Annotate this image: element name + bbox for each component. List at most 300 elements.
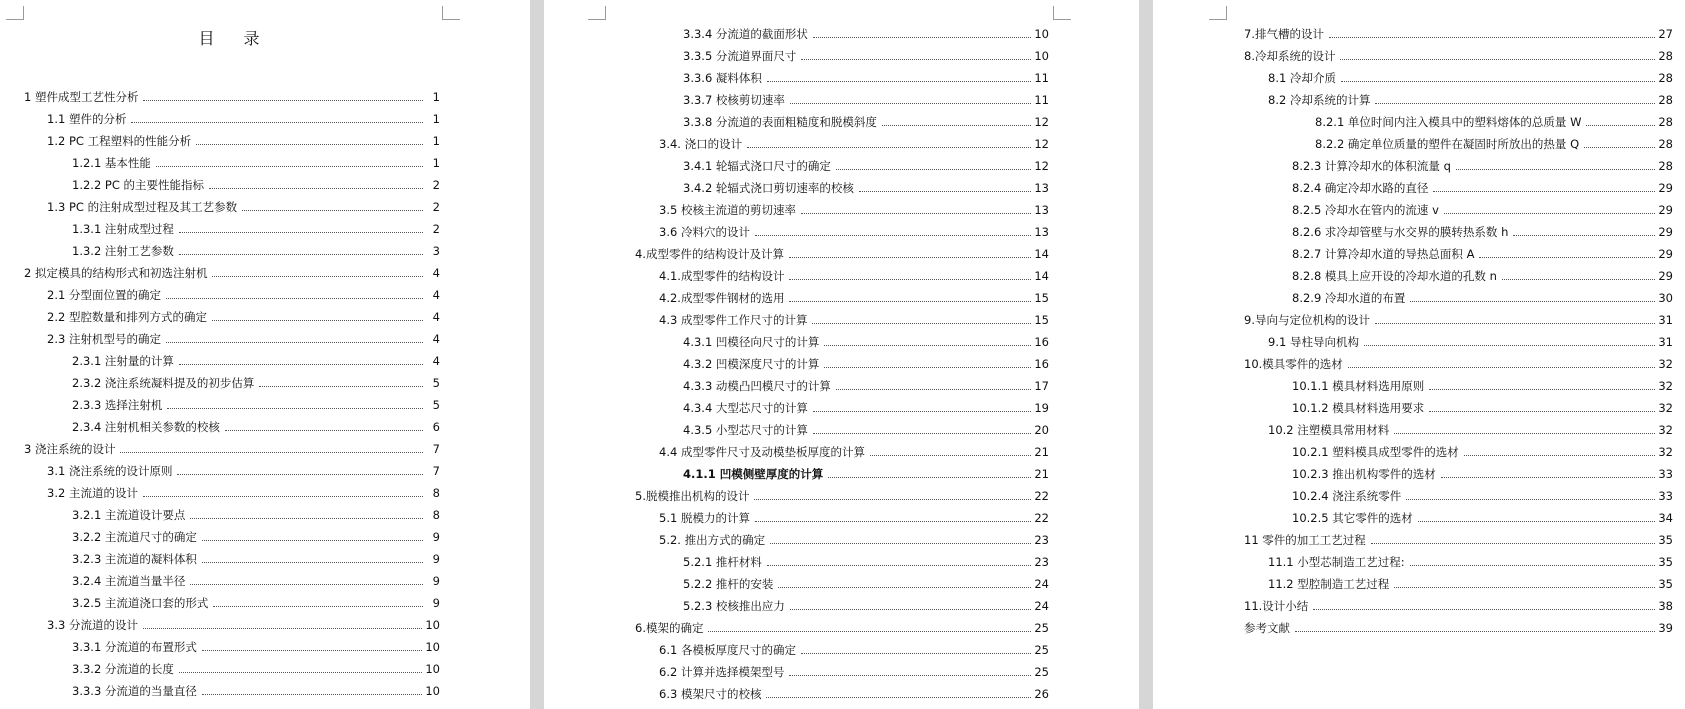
toc-dot-leader: [1394, 587, 1655, 588]
toc-dot-leader: [789, 257, 1031, 258]
toc-entry[interactable]: [1268, 89, 1673, 111]
toc-entry-page-number: 9: [432, 530, 440, 544]
toc-entry-title: 10.1.2 模具材料选用要求: [1292, 401, 1425, 415]
toc-entry-page-number: 33: [1658, 467, 1673, 481]
toc-entry-page-number: 4: [432, 288, 440, 302]
toc-entry[interactable]: [72, 152, 440, 174]
toc-entry-title: 8.2.1 单位时间内注入模具中的塑料熔体的总质量 W: [1315, 115, 1582, 129]
document-page-3: [1153, 0, 1685, 709]
toc-entry-title: 8.2.4 确定冷却水路的直径: [1292, 181, 1429, 195]
toc-entry[interactable]: [1244, 353, 1673, 375]
toc-entry-page-number: 28: [1658, 137, 1673, 151]
toc-dot-leader: [212, 320, 423, 321]
toc-entry-title: 8.2.6 求冷却管壁与水交界的膜转热系数 h: [1292, 225, 1509, 239]
toc-entry-page-number: 31: [1658, 313, 1673, 327]
toc-entry-title: 3.2.4 主流道当量半径: [72, 574, 186, 588]
toc-entry-page-number: 32: [1658, 423, 1673, 437]
toc-dot-leader: [708, 631, 1031, 632]
toc-entry-page-number: 7: [432, 464, 440, 478]
toc-entry-title: 2.3.2 浇注系统凝料提及的初步估算: [72, 376, 255, 390]
toc-dot-leader: [824, 345, 1031, 346]
toc-entry[interactable]: [24, 438, 440, 460]
toc-dot-leader: [755, 521, 1031, 522]
toc-entry[interactable]: [72, 372, 440, 394]
toc-entry[interactable]: [683, 67, 1049, 89]
toc-entry[interactable]: [659, 133, 1049, 155]
toc-entry-title: 10.1.1 模具材料选用原则: [1292, 379, 1425, 393]
toc-dot-leader: [179, 232, 423, 233]
toc-entry-page-number: 2: [432, 222, 440, 236]
toc-entry[interactable]: [72, 394, 440, 416]
toc-entry-page-number: 28: [1658, 159, 1673, 173]
toc-entry-page-number: 26: [1034, 687, 1049, 701]
toc-entry[interactable]: [683, 595, 1049, 617]
toc-entry-title: 3.3.8 分流道的表面粗糙度和脱模斜度: [683, 115, 877, 129]
toc-entry-title: 3.3.6 凝料体积: [683, 71, 762, 85]
toc-dot-leader: [813, 433, 1031, 434]
toc-entry[interactable]: [1292, 507, 1673, 529]
toc-dot-leader: [882, 125, 1031, 126]
toc-entry[interactable]: [1268, 331, 1673, 353]
toc-dot-leader: [1329, 37, 1655, 38]
toc-dot-leader: [789, 675, 1031, 676]
toc-entry[interactable]: [1244, 23, 1673, 45]
toc-entry-title: 3.2.2 主流道尺寸的确定: [72, 530, 197, 544]
toc-entry-title: 8.2.9 冷却水道的布置: [1292, 291, 1406, 305]
toc-dot-leader: [179, 364, 423, 365]
toc-entry-title: 4.3.1 凹模径向尺寸的计算: [683, 335, 820, 349]
toc-entry-title: 5.脱模推出机构的设计: [635, 489, 750, 503]
toc-entry[interactable]: [1244, 617, 1673, 639]
toc-entry[interactable]: [683, 89, 1049, 111]
toc-entry[interactable]: [659, 529, 1049, 551]
toc-dot-leader: [755, 235, 1031, 236]
toc-entry[interactable]: [683, 353, 1049, 375]
toc-entry-page-number: 8: [432, 508, 440, 522]
toc-entry-title: 5.2. 推出方式的确定: [659, 533, 766, 547]
toc-entry-title: 10.模具零件的选材: [1244, 357, 1343, 371]
toc-entry[interactable]: [659, 287, 1049, 309]
toc-dot-leader: [212, 276, 423, 277]
toc-entry[interactable]: [1244, 309, 1673, 331]
toc-dot-leader: [202, 650, 422, 651]
toc-dot-leader: [747, 147, 1031, 148]
toc-entry[interactable]: [1268, 551, 1673, 573]
toc-title: 目 录: [198, 29, 272, 48]
toc-entry-page-number: 16: [1034, 335, 1049, 349]
toc-entry[interactable]: [635, 485, 1049, 507]
toc-entry-page-number: 33: [1658, 489, 1673, 503]
toc-entry[interactable]: [72, 680, 440, 702]
toc-entry-title: 5.2.3 校核推出应力: [683, 599, 785, 613]
toc-entry[interactable]: [659, 683, 1049, 705]
toc-dot-leader: [1295, 631, 1655, 632]
toc-dot-leader: [813, 411, 1031, 412]
toc-entry-page-number: 28: [1658, 71, 1673, 85]
toc-dot-leader: [1513, 235, 1655, 236]
toc-entry[interactable]: [1268, 419, 1673, 441]
toc-entry-title: 4.1.成型零件的结构设计: [659, 269, 785, 283]
toc-entry-title: 8.2.5 冷却水在管内的流速 v: [1292, 203, 1439, 217]
toc-entry-page-number: 29: [1658, 225, 1673, 239]
toc-entry-page-number: 9: [432, 552, 440, 566]
toc-entry[interactable]: [683, 375, 1049, 397]
toc-entry-page-number: 19: [1034, 401, 1049, 415]
toc-entry-page-number: 4: [432, 354, 440, 368]
toc-entry-title: 3.4.2 轮辐式浇口剪切速率的校核: [683, 181, 854, 195]
toc-entry[interactable]: [1292, 221, 1673, 243]
toc-dot-leader: [1433, 191, 1655, 192]
toc-entry[interactable]: [1315, 133, 1673, 155]
toc-entry-title: 11 零件的加工工艺过程: [1244, 533, 1366, 547]
toc-entry[interactable]: [47, 460, 440, 482]
toc-entry[interactable]: [47, 284, 440, 306]
toc-entry-title: 10.2.5 其它零件的选材: [1292, 511, 1413, 525]
toc-dot-leader: [789, 279, 1031, 280]
toc-dot-leader: [801, 59, 1031, 60]
toc-entry[interactable]: [683, 23, 1049, 45]
toc-dot-leader: [870, 455, 1031, 456]
toc-dot-leader: [1375, 323, 1655, 324]
toc-entry[interactable]: [683, 573, 1049, 595]
toc-entry[interactable]: [683, 331, 1049, 353]
toc-entry-page-number: 10: [425, 618, 440, 632]
toc-entry-title: 11.设计小结: [1244, 599, 1309, 613]
toc-entry[interactable]: [1292, 441, 1673, 463]
toc-entry-page-number: 35: [1658, 577, 1673, 591]
toc-entry[interactable]: [1292, 155, 1673, 177]
toc-entry-title: 1.2.2 PC 的主要性能指标: [72, 178, 205, 192]
toc-entry[interactable]: [683, 551, 1049, 573]
toc-entry-page-number: 17: [1034, 379, 1049, 393]
toc-dot-leader: [801, 653, 1031, 654]
toc-dot-leader: [209, 188, 423, 189]
toc-entry-title: 6.模架的确定: [635, 621, 704, 635]
toc-entry-page-number: 21: [1034, 445, 1049, 459]
toc-dot-leader: [1429, 411, 1655, 412]
toc-entry-page-number: 7: [432, 442, 440, 456]
toc-dot-leader: [1364, 345, 1655, 346]
toc-entry-title: 3.3 分流道的设计: [47, 618, 138, 632]
toc-entry[interactable]: [659, 199, 1049, 221]
toc-entry[interactable]: [683, 397, 1049, 419]
toc-entry-page-number: 1: [432, 90, 440, 104]
toc-entry-title: 10.2.1 塑料模具成型零件的选材: [1292, 445, 1459, 459]
toc-entry-title: 2.3 注射机型号的确定: [47, 332, 161, 346]
toc-entry-page-number: 15: [1034, 291, 1049, 305]
toc-entry-page-number: 10: [1034, 49, 1049, 63]
toc-entry-title: 2.3.4 注射机相关参数的校核: [72, 420, 220, 434]
toc-entry-title: 6.2 计算并选择模架型号: [659, 665, 785, 679]
toc-entry-title: 3.2 主流道的设计: [47, 486, 138, 500]
toc-entry-title: 1 塑件成型工艺性分析: [24, 90, 139, 104]
toc-entry-title: 8.2.3 计算冷却水的体积流量 q: [1292, 159, 1451, 173]
toc-entry[interactable]: [1292, 287, 1673, 309]
toc-entry-page-number: 13: [1034, 203, 1049, 217]
page-corner-mark: [6, 6, 24, 20]
toc-entry-page-number: 4: [432, 266, 440, 280]
toc-entry-page-number: 25: [1034, 621, 1049, 635]
toc-dot-leader: [179, 254, 423, 255]
toc-entry-title: 3.2.1 主流道设计要点: [72, 508, 186, 522]
toc-dot-leader: [213, 606, 423, 607]
toc-entry[interactable]: [72, 218, 440, 240]
toc-entry-title: 4.4 成型零件尺寸及动模垫板厚度的计算: [659, 445, 865, 459]
toc-entry[interactable]: [72, 592, 440, 614]
toc-entry-page-number: 4: [432, 332, 440, 346]
toc-dot-leader: [1313, 609, 1655, 610]
toc-entry-title: 3.4. 浇口的设计: [659, 137, 743, 151]
toc-dot-leader: [1371, 543, 1656, 544]
toc-entry-title: 5.2.1 推杆材料: [683, 555, 762, 569]
toc-dot-leader: [1394, 433, 1655, 434]
toc-entry-page-number: 1: [432, 156, 440, 170]
toc-entry[interactable]: [72, 240, 440, 262]
toc-entry[interactable]: [47, 130, 440, 152]
toc-entry[interactable]: [1315, 111, 1673, 133]
toc-dot-leader: [767, 565, 1031, 566]
toc-dot-leader: [770, 543, 1031, 544]
toc-dot-leader: [143, 628, 422, 629]
toc-entry-page-number: 5: [432, 376, 440, 390]
toc-entry-page-number: 10: [425, 684, 440, 698]
toc-entry[interactable]: [635, 617, 1049, 639]
toc-dot-leader: [1348, 367, 1656, 368]
toc-entry[interactable]: [72, 548, 440, 570]
toc-entry-page-number: 24: [1034, 577, 1049, 591]
toc-entry-title: 2.2 型腔数量和排列方式的确定: [47, 310, 207, 324]
toc-dot-leader: [1464, 455, 1656, 456]
toc-entry-title: 7.排气槽的设计: [1244, 27, 1324, 41]
toc-entry[interactable]: [72, 658, 440, 680]
toc-entry[interactable]: [1268, 573, 1673, 595]
toc-entry-title: 5.1 脱模力的计算: [659, 511, 750, 525]
toc-entry-title: 4.3.5 小型芯尺寸的计算: [683, 423, 808, 437]
toc-entry-title: 5.2.2 推杆的安装: [683, 577, 774, 591]
toc-dot-leader: [120, 452, 423, 453]
toc-entry-page-number: 5: [432, 398, 440, 412]
toc-entry-title: 4.成型零件的结构设计及计算: [635, 247, 784, 261]
toc-entry-page-number: 32: [1658, 445, 1673, 459]
toc-entry-page-number: 25: [1034, 643, 1049, 657]
toc-dot-leader: [225, 430, 423, 431]
toc-entry[interactable]: [659, 661, 1049, 683]
toc-entry[interactable]: [683, 463, 1049, 485]
toc-entry-page-number: 9: [432, 596, 440, 610]
toc-dot-leader: [828, 477, 1031, 478]
toc-entry-title: 3.3.5 分流道界面尺寸: [683, 49, 797, 63]
toc-entry[interactable]: [72, 416, 440, 438]
toc-entry-page-number: 29: [1658, 247, 1673, 261]
toc-entry-title: 8.2.2 确定单位质量的塑件在凝固时所放出的热量 Q: [1315, 137, 1580, 151]
toc-entry-title: 3.3.7 校核剪切速率: [683, 93, 785, 107]
document-page-2: [544, 0, 1139, 709]
toc-entry-title: 3.3.4 分流道的截面形状: [683, 27, 808, 41]
toc-entry-page-number: 14: [1034, 269, 1049, 283]
toc-entry-page-number: 35: [1658, 533, 1673, 547]
toc-entry[interactable]: [72, 504, 440, 526]
toc-dot-leader: [1341, 81, 1655, 82]
toc-entry[interactable]: [24, 262, 440, 284]
toc-entry[interactable]: [659, 639, 1049, 661]
toc-entry-page-number: 22: [1034, 489, 1049, 503]
toc-entry-page-number: 23: [1034, 555, 1049, 569]
toc-entry[interactable]: [635, 243, 1049, 265]
toc-entry-title: 6.1 各模板厚度尺寸的确定: [659, 643, 796, 657]
toc-entry[interactable]: [683, 419, 1049, 441]
toc-entry-page-number: 14: [1034, 247, 1049, 261]
toc-dot-leader: [167, 408, 423, 409]
toc-entry-page-number: 11: [1034, 71, 1049, 85]
toc-dot-leader: [790, 103, 1031, 104]
toc-entry[interactable]: [1292, 375, 1673, 397]
toc-dot-leader: [859, 191, 1031, 192]
toc-dot-leader: [1410, 301, 1655, 302]
toc-dot-leader: [242, 210, 423, 211]
toc-entry[interactable]: [659, 265, 1049, 287]
toc-entry-page-number: 12: [1034, 159, 1049, 173]
toc-dot-leader: [1429, 389, 1655, 390]
toc-entry-page-number: 8: [432, 486, 440, 500]
toc-dot-leader: [166, 298, 423, 299]
toc-entry[interactable]: [659, 507, 1049, 529]
toc-dot-leader: [202, 694, 422, 695]
toc-entry-page-number: 12: [1034, 115, 1049, 129]
toc-dot-leader: [143, 100, 423, 101]
toc-entry-page-number: 38: [1658, 599, 1673, 613]
toc-dot-leader: [790, 609, 1031, 610]
toc-entry-page-number: 29: [1658, 269, 1673, 283]
toc-entry[interactable]: [72, 636, 440, 658]
toc-entry-page-number: 16: [1034, 357, 1049, 371]
toc-entry[interactable]: [659, 309, 1049, 331]
toc-entry[interactable]: [683, 111, 1049, 133]
toc-entry-page-number: 23: [1034, 533, 1049, 547]
toc-entry[interactable]: [1292, 265, 1673, 287]
toc-entry[interactable]: [1244, 45, 1673, 67]
toc-entry[interactable]: [1292, 485, 1673, 507]
toc-entry-title: 8.1 冷却介质: [1268, 71, 1336, 85]
toc-entry[interactable]: [47, 306, 440, 328]
toc-entry-title: 3.4.1 轮辐式浇口尺寸的确定: [683, 159, 831, 173]
toc-entry[interactable]: [683, 155, 1049, 177]
toc-entry-page-number: 13: [1034, 181, 1049, 195]
toc-dot-leader: [202, 562, 423, 563]
toc-dot-leader: [767, 81, 1031, 82]
toc-dot-leader: [131, 122, 423, 123]
toc-entry-page-number: 10: [425, 662, 440, 676]
toc-entry-page-number: 4: [432, 310, 440, 324]
toc-dot-leader: [1406, 499, 1655, 500]
toc-dot-leader: [1340, 59, 1655, 60]
toc-entry[interactable]: [659, 441, 1049, 463]
toc-dot-leader: [778, 587, 1031, 588]
toc-entry[interactable]: [47, 614, 440, 636]
toc-entry[interactable]: [683, 45, 1049, 67]
toc-entry-title: 10.2 注塑模具常用材料: [1268, 423, 1390, 437]
toc-entry[interactable]: [1268, 67, 1673, 89]
toc-entry[interactable]: [47, 108, 440, 130]
toc-entry-page-number: 10: [1034, 27, 1049, 41]
toc-dot-leader: [190, 518, 423, 519]
toc-entry[interactable]: [1292, 177, 1673, 199]
toc-entry-title: 1.3 PC 的注射成型过程及其工艺参数: [47, 200, 238, 214]
toc-entry-page-number: 12: [1034, 137, 1049, 151]
toc-entry[interactable]: [72, 526, 440, 548]
toc-entry-page-number: 10: [425, 640, 440, 654]
toc-entry-title: 1.2 PC 工程塑料的性能分析: [47, 134, 192, 148]
toc-entry[interactable]: [47, 196, 440, 218]
toc-entry-title: 8.2.7 计算冷却水道的导热总面积 A: [1292, 247, 1475, 261]
toc-entry-page-number: 1: [432, 112, 440, 126]
toc-entry-page-number: 21: [1034, 467, 1049, 481]
toc-entry-page-number: 20: [1034, 423, 1049, 437]
toc-entry[interactable]: [72, 350, 440, 372]
toc-entry-title: 1.3.2 注射工艺参数: [72, 244, 174, 258]
toc-entry[interactable]: [47, 482, 440, 504]
toc-dot-leader: [836, 169, 1031, 170]
toc-entry-page-number: 32: [1658, 379, 1673, 393]
toc-entry[interactable]: [1292, 199, 1673, 221]
toc-entry-page-number: 24: [1034, 599, 1049, 613]
toc-entry[interactable]: [683, 177, 1049, 199]
toc-entry-page-number: 3: [432, 244, 440, 258]
toc-dot-leader: [202, 540, 423, 541]
toc-entry-title: 3.3.1 分流道的布置形式: [72, 640, 197, 654]
toc-entry[interactable]: [47, 328, 440, 350]
toc-entry[interactable]: [1244, 529, 1673, 551]
toc-entry-title: 8.冷却系统的设计: [1244, 49, 1336, 63]
toc-entry-title: 3.5 校核主流道的剪切速率: [659, 203, 796, 217]
toc-entry-title: 4.1.1 凹模侧壁厚度的计算: [683, 467, 824, 481]
toc-dot-leader: [1479, 257, 1655, 258]
toc-dot-leader: [813, 37, 1031, 38]
toc-entry-title: 10.2.3 推出机构零件的选材: [1292, 467, 1436, 481]
toc-entry[interactable]: [1292, 397, 1673, 419]
toc-entry[interactable]: [24, 86, 440, 108]
toc-dot-leader: [1444, 213, 1655, 214]
toc-entry[interactable]: [72, 174, 440, 196]
toc-entry[interactable]: [1292, 243, 1673, 265]
toc-entry-title: 3.3.2 分流道的长度: [72, 662, 174, 676]
toc-entry-page-number: 32: [1658, 401, 1673, 415]
toc-dot-leader: [166, 342, 423, 343]
toc-entry[interactable]: [1292, 463, 1673, 485]
toc-dot-leader: [789, 301, 1031, 302]
toc-entry-title: 4.3.3 动模凸凹模尺寸的计算: [683, 379, 831, 393]
toc-dot-leader: [179, 672, 422, 673]
page-corner-mark: [1209, 6, 1227, 20]
toc-entry-title: 9.导向与定位机构的设计: [1244, 313, 1370, 327]
toc-entry-title: 6.3 模架尺寸的校核: [659, 687, 762, 701]
toc-entry[interactable]: [72, 570, 440, 592]
page-corner-mark: [442, 6, 460, 20]
toc-dot-leader: [259, 386, 423, 387]
toc-entry-page-number: 28: [1658, 115, 1673, 129]
toc-entry-page-number: 28: [1658, 49, 1673, 63]
document-page-1: [0, 0, 530, 709]
toc-entry-page-number: 25: [1034, 665, 1049, 679]
toc-dot-leader: [824, 367, 1031, 368]
toc-dot-leader: [177, 474, 423, 475]
toc-entry-page-number: 28: [1658, 93, 1673, 107]
toc-entry-page-number: 35: [1658, 555, 1673, 569]
toc-entry[interactable]: [659, 221, 1049, 243]
toc-entry-title: 4.3.2 凹模深度尺寸的计算: [683, 357, 820, 371]
toc-entry[interactable]: [1244, 595, 1673, 617]
toc-entry-page-number: 39: [1658, 621, 1673, 635]
toc-entry-page-number: 15: [1034, 313, 1049, 327]
